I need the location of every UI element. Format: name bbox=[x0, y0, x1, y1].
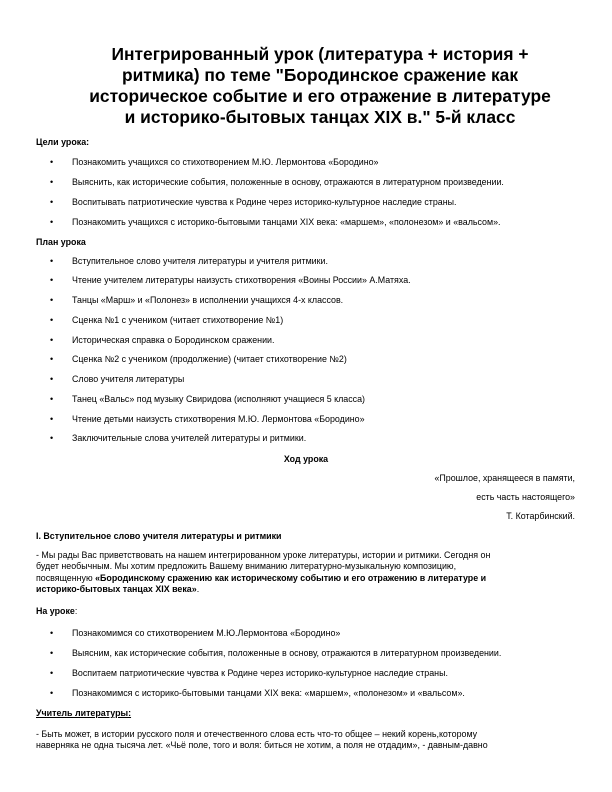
paragraph-line: будет необычным. Мы хотим предложить Вашему вниманию литературно-музыкальную композицию, bbox=[36, 561, 457, 572]
title-line: и историко-бытовых танцах XIX в." 5-й класс bbox=[124, 107, 516, 127]
bullet-icon: • bbox=[50, 275, 54, 285]
bullet-icon: • bbox=[50, 414, 54, 424]
paragraph-line bbox=[36, 573, 584, 584]
course-heading: Ход урока bbox=[283, 454, 329, 464]
bullet-icon: • bbox=[50, 628, 54, 638]
on-lesson-colon: : bbox=[74, 606, 78, 616]
list-item: Познакомимся с историко-бытовыми танцами XIX века: «маршем», «полонезом» и «вальсом». bbox=[72, 688, 465, 698]
list-item: Выясним, как исторические события, положенные в основу, отражаются в литературном произведении. bbox=[72, 648, 502, 658]
bullet-icon: • bbox=[50, 157, 54, 167]
paragraph-text: . bbox=[196, 584, 200, 595]
bullet-icon: • bbox=[50, 354, 54, 364]
plan-heading: План урока bbox=[36, 237, 86, 247]
list-item: Познакомить учащихся с историко-бытовыми танцами XIX века: «маршем», «полонезом» и «вальсом». bbox=[72, 217, 501, 227]
list-item: Танец «Вальс» под музыку Свиридова (исполняют учащиеся 5 класса) bbox=[72, 394, 365, 404]
title-line: Интегрированный урок (литература + история + bbox=[111, 44, 529, 64]
epigraph-line: есть часть настоящего» bbox=[476, 492, 575, 502]
list-item: Воспитывать патриотические чувства к Родине через историко-культурное наследие страны. bbox=[72, 197, 457, 207]
paragraph-line: - Быть может, в истории русского поля и отечественного слова есть что-то общее – некий корень,которому bbox=[36, 729, 478, 739]
on-lesson-heading-text: На уроке bbox=[36, 606, 75, 616]
paragraph-line bbox=[36, 584, 584, 595]
teacher-paragraph bbox=[36, 729, 584, 752]
list-item: Танцы «Марш» и «Полонез» в исполнении учащихся 4-х классов. bbox=[72, 295, 344, 305]
list-item: Сценка №1 с учеником (читает стихотворение №1) bbox=[72, 315, 284, 325]
list-item: Чтение детьми наизусть стихотворения М.Ю. Лермонтова «Бородино» bbox=[72, 414, 365, 424]
list-item: Историческая справка о Бородинском сражении. bbox=[72, 335, 275, 345]
paragraph-text: посвященную bbox=[36, 572, 96, 583]
list-item: Выяснить, как исторические события, положенные в основу, отражаются в литературном произведении. bbox=[72, 177, 504, 187]
list-item: Вступительное слово учителя литературы и учителя ритмики. bbox=[72, 256, 328, 266]
list-item: Сценка №2 с учеником (продолжение) (читает стихотворение №2) bbox=[72, 354, 347, 364]
goals-heading: Цели урока: bbox=[36, 137, 90, 147]
paragraph-bold-text: «Бородинскому сражению как историческому событию и его отражению в литературе и bbox=[95, 572, 487, 583]
list-item: Чтение учителем литературы наизусть стихотворения «Воины России» А.Матяха. bbox=[72, 275, 411, 285]
bullet-icon: • bbox=[50, 177, 54, 187]
list-item: Заключительные слова учителей литературы и ритмики. bbox=[72, 433, 307, 443]
bullet-icon: • bbox=[50, 374, 54, 384]
list-item: Познакомимся со стихотворением М.Ю.Лермонтова «Бородино» bbox=[72, 628, 341, 638]
bullet-icon: • bbox=[50, 197, 54, 207]
bullet-icon: • bbox=[50, 315, 54, 325]
bullet-icon: • bbox=[50, 256, 54, 266]
section-heading: I. Вступительное слово учителя литературы и ритмики bbox=[36, 531, 282, 541]
title-line: историческое событие и его отражение в литературе bbox=[89, 86, 551, 106]
on-lesson-heading bbox=[36, 605, 77, 617]
epigraph-line: «Прошлое, хранящееся в памяти, bbox=[434, 473, 575, 483]
bullet-icon: • bbox=[50, 217, 54, 227]
list-item: Слово учителя литературы bbox=[72, 374, 185, 384]
bullet-icon: • bbox=[50, 295, 54, 305]
page-title bbox=[40, 44, 600, 128]
title-line: ритмика) по теме "Бородинское сражение как bbox=[121, 65, 519, 85]
intro-paragraph bbox=[36, 550, 584, 596]
bullet-icon: • bbox=[50, 394, 54, 404]
list-item: Воспитаем патриотические чувства к Родине через историко-культурное наследие страны. bbox=[72, 668, 448, 678]
bullet-icon: • bbox=[50, 668, 54, 678]
bullet-icon: • bbox=[50, 648, 54, 658]
bullet-icon: • bbox=[50, 688, 54, 698]
teacher-heading: Учитель литературы: bbox=[36, 708, 132, 718]
list-item: Познакомить учащихся со стихотворением М.Ю. Лермонтова «Бородино» bbox=[72, 157, 379, 167]
bullet-icon: • bbox=[50, 433, 54, 443]
paragraph-line: наверняка не одна тысяча лет. «Чьё поле, того и воля: биться не хотим, а поля не отдадим», - давным-давно bbox=[36, 740, 488, 751]
paragraph-line: - Мы рады Вас приветствовать на нашем интегрированном уроке литературы, истории и ритмики. Сегодня он bbox=[36, 550, 491, 560]
bullet-icon: • bbox=[50, 335, 54, 345]
epigraph-author: Т. Котарбинский. bbox=[506, 511, 575, 521]
paragraph-bold-text: историко-бытовых танцах XIX века» bbox=[36, 584, 197, 595]
